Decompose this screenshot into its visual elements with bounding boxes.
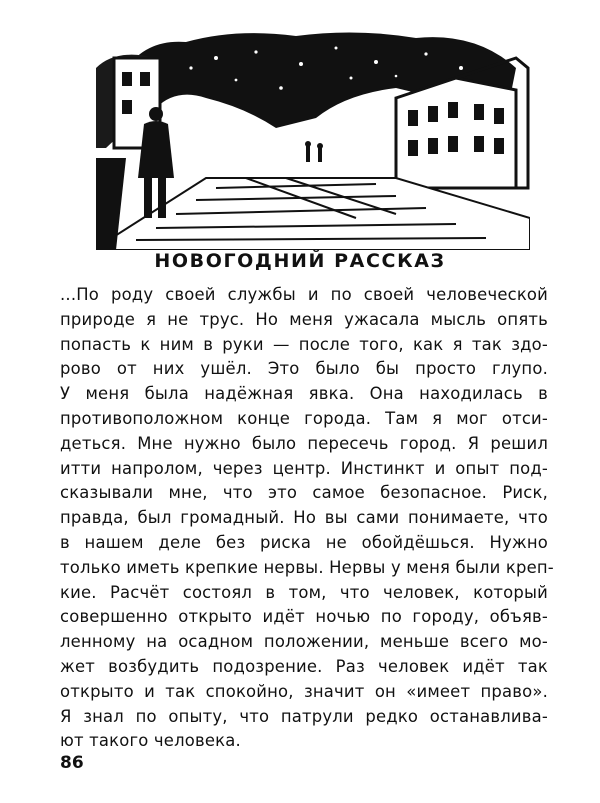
text-line: Я знал по опыту, что патрули редко останавлива-: [60, 706, 548, 726]
text-line: сказывали мне, что это самое безопасное. Риск,: [60, 483, 548, 503]
text-line: жет возбудить подозрение. Раз человек идёт так: [60, 656, 548, 676]
text-line: правда, был громадный. Но вы сами понимаете, что: [60, 508, 548, 528]
text-line: в нашем деле без риска не обойдёшься. Нужно: [60, 532, 548, 552]
text-line: природе я не трус. Но меня ужасала мысль опять: [60, 309, 548, 329]
text-line: открыто и так спокойно, значит он «имеет право».: [60, 681, 548, 701]
winter-street-drawing: [96, 28, 530, 250]
page-number: 86: [60, 753, 84, 773]
street-scene-illustration: [96, 28, 530, 250]
text-line: деться. Мне нужно было пересечь город. Я решил: [60, 433, 548, 453]
text-line: противоположном конце города. Там я мог отси-: [60, 408, 548, 428]
text-line: ...По роду своей службы и по своей человеческой: [60, 285, 548, 304]
text-line: итти напролом, через центр. Инстинкт и опыт под-: [60, 458, 548, 478]
text-line: только иметь крепкие нервы. Нервы у меня были креп-: [60, 557, 554, 577]
story-title: НОВОГОДНИЙ РАССКАЗ: [154, 250, 446, 272]
text-line: У меня была надёжная явка. Она находилась в: [60, 384, 548, 404]
text-line: ленному на осадном положении, меньше всего мо-: [60, 632, 548, 652]
text-line: попасть к ним в руки — после того, как я так здо-: [60, 334, 548, 354]
text-line: ют такого человека.: [60, 731, 241, 751]
text-line: кие. Расчёт состоял в том, что человек, который: [60, 582, 548, 602]
story-text: [60, 283, 554, 754]
text-line: совершенно открыто идёт ночью по городу, объяв-: [60, 607, 548, 627]
text-line: рово от них ушёл. Это было бы просто глупо.: [60, 359, 548, 379]
